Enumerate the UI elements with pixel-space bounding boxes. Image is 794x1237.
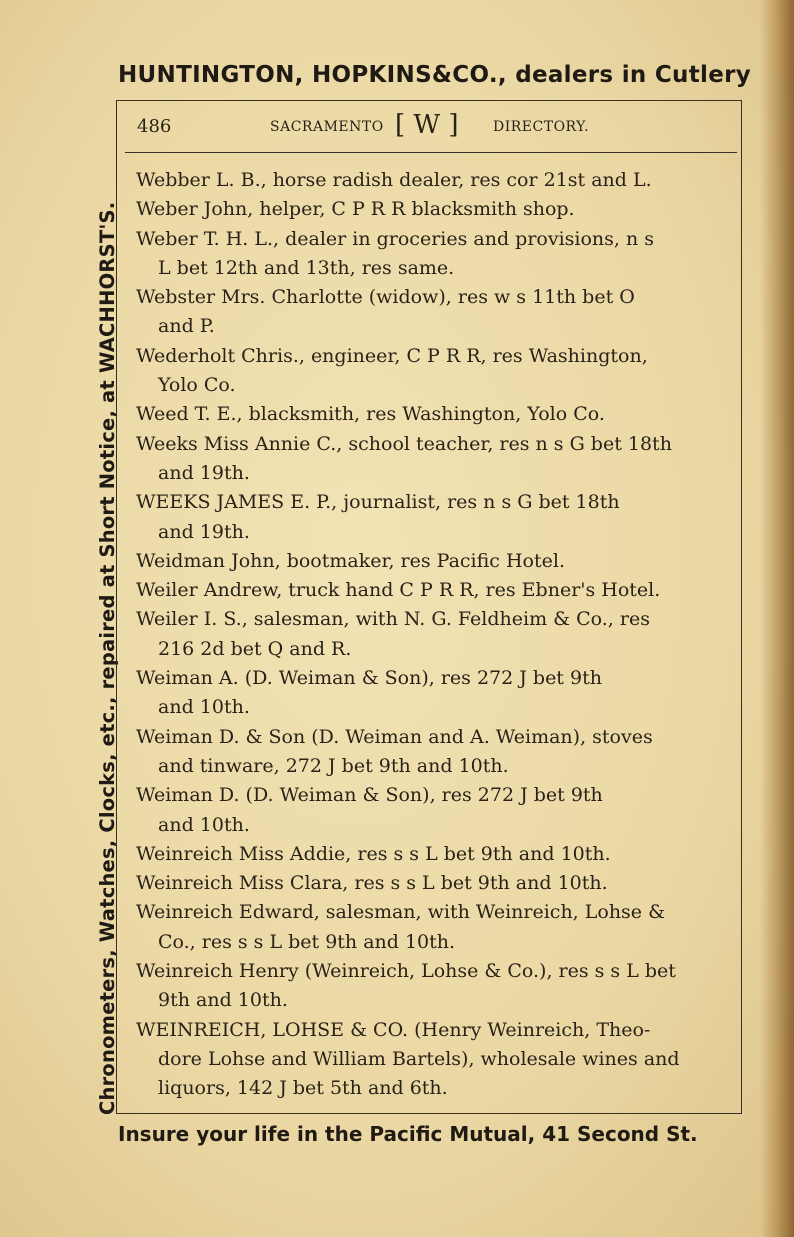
- entry-line: Weiler I. S., salesman, with N. G. Feldheim & Co., res: [136, 608, 650, 631]
- entry-line: Weinreich Henry (Weinreich, Lohse & Co.), res s s L bet: [136, 960, 676, 983]
- entry-line: L bet 12th and 13th, res same.: [158, 256, 455, 279]
- page-number: 486: [137, 116, 172, 137]
- entry-line: Weinreich Miss Addie, res s s L bet 9th and 10th.: [136, 842, 611, 865]
- header-rule: [125, 152, 737, 153]
- directory-entry: [136, 723, 726, 782]
- entry-line: WEINREICH, LOHSE & CO. (Henry Weinreich, Theo-: [136, 1018, 651, 1041]
- entry-line: Weidman John, bootmaker, res Pacific Hotel.: [136, 549, 565, 572]
- entry-line: and 10th.: [158, 696, 250, 719]
- entry-line: Weinreich Miss Clara, res s s L bet 9th and 10th.: [136, 872, 608, 895]
- entry-line: liquors, 142 J bet 5th and 6th.: [158, 1077, 448, 1100]
- directory-entry: [136, 605, 726, 664]
- entry-line: Wederholt Chris., engineer, C P R R, res Washington,: [136, 344, 648, 367]
- top-advertisement: HUNTINGTON, HOPKINS&CO., dealers in Cutlery: [118, 62, 752, 88]
- entry-line: Weiler Andrew, truck hand C P R R, res Ebner's Hotel.: [136, 579, 661, 602]
- side-advertisement: Chronometers, Watches, Clocks, etc., repaired at Short Notice, at WACHHORST'S.: [96, 201, 119, 1115]
- entry-line: and 19th.: [158, 461, 250, 484]
- directory-entry: [136, 1016, 726, 1104]
- directory-entry: [136, 400, 726, 429]
- entry-line: Weiman D. (D. Weiman & Son), res 272 J bet 9th: [136, 784, 603, 807]
- directory-entry: [136, 430, 726, 489]
- entry-line: Weed T. E., blacksmith, res Washington, Yolo Co.: [136, 403, 605, 426]
- entry-line: Weiman D. & Son (D. Weiman and A. Weiman), stoves: [136, 725, 653, 748]
- entry-line: 9th and 10th.: [158, 989, 288, 1012]
- entry-line: Weber John, helper, C P R R blacksmith shop.: [136, 198, 575, 221]
- page-spine-shadow: [760, 0, 794, 1237]
- directory-entry: [136, 166, 726, 195]
- directory-entry: [136, 869, 726, 898]
- header-letter: [ W ]: [395, 110, 459, 140]
- entry-line: and P.: [158, 315, 215, 338]
- directory-entry: [136, 957, 726, 1016]
- entry-line: Weber T. H. L., dealer in groceries and provisions, n s: [136, 227, 655, 250]
- entry-line: Weiman A. (D. Weiman & Son), res 272 J bet 9th: [136, 667, 602, 690]
- directory-entry: [136, 342, 726, 401]
- directory-entry: [136, 195, 726, 224]
- running-header: [137, 110, 727, 144]
- directory-entries: [136, 166, 726, 1104]
- entry-line: Weeks Miss Annie C., school teacher, res n s G bet 18th: [136, 432, 672, 455]
- entry-line: Yolo Co.: [158, 374, 236, 397]
- directory-entry: [136, 664, 726, 723]
- entry-line: and 10th.: [158, 813, 250, 836]
- entry-line: Webster Mrs. Charlotte (widow), res w s 11th bet O: [136, 286, 635, 309]
- directory-entry: [136, 898, 726, 957]
- entry-line: dore Lohse and William Bartels), wholesale wines and: [158, 1047, 680, 1070]
- header-directory: DIRECTORY.: [493, 119, 590, 135]
- directory-entry: [136, 781, 726, 840]
- directory-entry: [136, 840, 726, 869]
- header-city: SACRAMENTO: [270, 119, 384, 135]
- entry-line: and 19th.: [158, 520, 250, 543]
- directory-entry: [136, 547, 726, 576]
- directory-entry: [136, 283, 726, 342]
- entry-line: Co., res s s L bet 9th and 10th.: [158, 930, 456, 953]
- entry-line: Weinreich Edward, salesman, with Weinreich, Lohse &: [136, 901, 666, 924]
- entry-line: and tinware, 272 J bet 9th and 10th.: [158, 754, 509, 777]
- directory-entry: [136, 488, 726, 547]
- directory-entry: [136, 576, 726, 605]
- bottom-advertisement: Insure your life in the Pacific Mutual, 41 Second St.: [118, 1122, 698, 1146]
- entry-line: 216 2d bet Q and R.: [158, 637, 352, 660]
- directory-entry: [136, 225, 726, 284]
- entry-line: WEEKS JAMES E. P., journalist, res n s G bet 18th: [136, 491, 620, 514]
- entry-line: Webber L. B., horse radish dealer, res cor 21st and L.: [136, 169, 652, 191]
